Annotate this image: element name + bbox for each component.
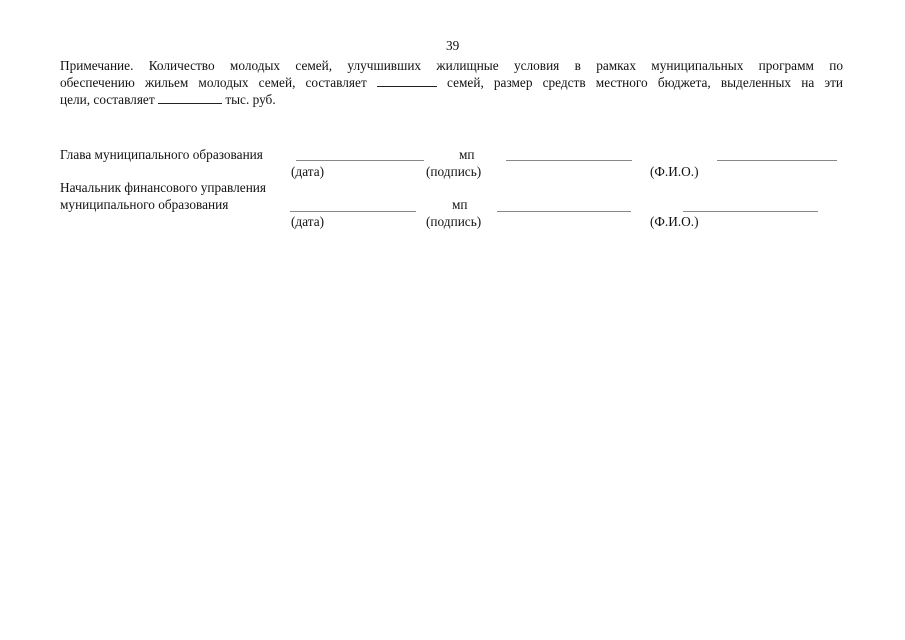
finance-date-line xyxy=(290,211,416,212)
note-line-3 xyxy=(60,92,276,108)
finance-label-1: Начальник финансового управления xyxy=(60,180,267,195)
head-date-line xyxy=(296,160,424,161)
head-name-caption: (Ф.И.О.) xyxy=(650,164,699,179)
head-date-caption: (дата) xyxy=(291,164,325,179)
budget-amount-blank xyxy=(158,92,222,104)
finance-stamp: мп xyxy=(452,197,468,212)
finance-name-caption: (Ф.И.О.) xyxy=(650,214,699,229)
head-name-line xyxy=(717,160,837,161)
note-line-2-start: обеспечению жильем молодых семей, составляет xyxy=(60,75,367,90)
note-line-2-end: семей, размер средств местного бюджета, выделенных на эти xyxy=(447,75,844,90)
finance-signature-line xyxy=(497,211,631,212)
page-number: 39 xyxy=(446,38,460,53)
head-signature-caption: (подпись) xyxy=(426,164,482,179)
families-count-blank xyxy=(377,75,437,87)
head-stamp: мп xyxy=(459,147,475,162)
note-line-3-end: тыс. руб. xyxy=(225,92,276,107)
finance-name-line xyxy=(683,211,818,212)
head-label: Глава муниципального образования xyxy=(60,147,263,162)
note-line-2 xyxy=(60,75,843,91)
note-line-3-start: цели, составляет xyxy=(60,92,155,107)
finance-label-2: муниципального образования xyxy=(60,197,229,212)
head-signature-line xyxy=(506,160,632,161)
finance-date-caption: (дата) xyxy=(291,214,325,229)
note-line-1: Примечание. Количество молодых семей, улучшивших жилищные условия в рамках муниципальных программ по xyxy=(60,58,843,73)
finance-signature-caption: (подпись) xyxy=(426,214,482,229)
